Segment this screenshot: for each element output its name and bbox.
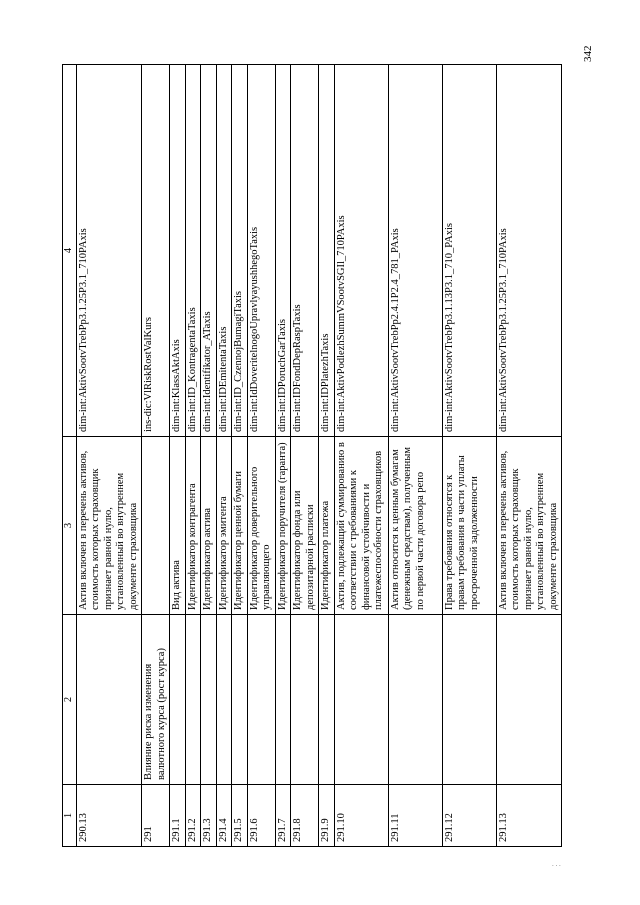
- table-cell-c2: [319, 615, 335, 785]
- table-cell-c1: 291: [142, 785, 170, 847]
- table-cell-c3: Актив включен в перечень активов, стоимость которых страховщик признает равной нулю, установленный во внутреннем документе страховщика: [496, 437, 562, 615]
- table-cell-c1: 291.3: [201, 785, 217, 847]
- table-cell-c1: 291.1: [170, 785, 186, 847]
- table-cell-c3: Идентификатор фонда или депозитарной расписки: [291, 437, 319, 615]
- data-table: [62, 64, 562, 847]
- rotated-page-content: [62, 65, 559, 847]
- table-cell-c3: Идентификатор платежа: [319, 437, 335, 615]
- table-cell-c2: [185, 615, 201, 785]
- table-cell-c4: dim-int:AktivSootvTrebPp3.1.13P3.1_710_PAxis: [442, 65, 496, 437]
- table-cell-c4: dim-int:IDFondDepRaspTaxis: [291, 65, 319, 437]
- table-cell-c2: [291, 615, 319, 785]
- table-cell-c3: Идентификатор эмитента: [216, 437, 232, 615]
- table-cell-c2: [170, 615, 186, 785]
- table-cell-c1: 291.10: [334, 785, 388, 847]
- table-cell-c4: dim-int:IdDoveritelnogoUpravlyayushhegoTaxis: [247, 65, 275, 437]
- table-cell-c3: Актив относится к ценным бумагам (денежным средствам), полученным по первой части договора репо: [388, 437, 442, 615]
- table-cell-c4: ins-dic:VlRiskRostValKurs: [142, 65, 170, 437]
- table-cell-c4: dim-int:IDEmitentaTaxis: [216, 65, 232, 437]
- table-row: [185, 65, 201, 847]
- table-cell-c4: dim-int:ID_KontragentaTaxis: [185, 65, 201, 437]
- table-cell-c1: 291.11: [388, 785, 442, 847]
- table-row: [170, 65, 186, 847]
- table-row: [232, 65, 248, 847]
- table-row: [442, 65, 496, 847]
- table-cell-c2: [216, 615, 232, 785]
- table-cell-c4: dim-int:ID_CzennojBumagiTaxis: [232, 65, 248, 437]
- table-cell-c1: 291.9: [319, 785, 335, 847]
- table-cell-c2: [334, 615, 388, 785]
- table-cell-c1: 291.4: [216, 785, 232, 847]
- table-cell-c2: [76, 615, 142, 785]
- header-cell: 1: [63, 785, 77, 847]
- table-cell-c2: [442, 615, 496, 785]
- table-cell-c1: 291.8: [291, 785, 319, 847]
- table-cell-c1: 291.12: [442, 785, 496, 847]
- table-row: [319, 65, 335, 847]
- table-row: [275, 65, 291, 847]
- table-cell-c3: Идентификатор поручителя (гаранта): [275, 437, 291, 615]
- table-row: [216, 65, 232, 847]
- table-cell-c3: Идентификатор контрагента: [185, 437, 201, 615]
- table-cell-c2: [201, 615, 217, 785]
- table-cell-c1: 291.5: [232, 785, 248, 847]
- table-row: [496, 65, 562, 847]
- table-cell-c1: 290.13: [76, 785, 142, 847]
- table-row: [142, 65, 170, 847]
- table-cell-c3: Идентификатор доверительного управляющего: [247, 437, 275, 615]
- table-cell-c3: Права требования относятся к правам требования в части уплаты просроченной задолженности: [442, 437, 496, 615]
- table-row: [201, 65, 217, 847]
- table-row: [388, 65, 442, 847]
- table-cell-c2: [275, 615, 291, 785]
- table-cell-c4: dim-int:IDPoruchGarTaxis: [275, 65, 291, 437]
- table-row: [247, 65, 275, 847]
- table-row: [291, 65, 319, 847]
- table-cell-c1: 291.2: [185, 785, 201, 847]
- table-cell-c2: [496, 615, 562, 785]
- margin-mark: . . .: [552, 860, 561, 868]
- table-cell-c4: dim-int:IDPlatezhTaxis: [319, 65, 335, 437]
- table-cell-c4: dim-int:KlassAktAxis: [170, 65, 186, 437]
- table-cell-c4: dim-int:AktivSootvTrebPp2.4.1P2.4_781_PAxis: [388, 65, 442, 437]
- page-number: 342: [582, 45, 594, 62]
- table-cell-c3: [142, 437, 170, 615]
- table-cell-c4: dim-int:AktivSootvTrebPp3.1.25P3.1_710PAxis: [496, 65, 562, 437]
- table-cell-c3: Актив включен в перечень активов, стоимость которых страховщик признает равной нулю, установленный во внутреннем документе страховщика: [76, 437, 142, 615]
- table-cell-c2: [232, 615, 248, 785]
- table-cell-c2: Влияние риска изменения валютного курса (рост курса): [142, 615, 170, 785]
- header-cell: 4: [63, 65, 77, 437]
- table-cell-c3: Актив, подлежащий суммированию в соответствии с требованиями к финансовой устойчивости и платежеспособности страховщиков: [334, 437, 388, 615]
- table-cell-c1: 291.6: [247, 785, 275, 847]
- table-cell-c4: dim-int:AktivSootvTrebPp3.1.25P3.1_710PAxis: [76, 65, 142, 437]
- table-cell-c2: [247, 615, 275, 785]
- table-cell-c1: 291.7: [275, 785, 291, 847]
- header-cell: 3: [63, 437, 77, 615]
- header-cell: 2: [63, 615, 77, 785]
- table-row: [334, 65, 388, 847]
- table-header-row: [63, 65, 77, 847]
- table-cell-c3: Идентификатор ценной бумаги: [232, 437, 248, 615]
- table-cell-c2: [388, 615, 442, 785]
- table-cell-c3: Вид актива: [170, 437, 186, 615]
- table-cell-c1: 291.13: [496, 785, 562, 847]
- table-cell-c4: dim-int:Identifikator_ATaxis: [201, 65, 217, 437]
- table-cell-c3: Идентификатор актива: [201, 437, 217, 615]
- table-cell-c4: dim-int:AktivPodlezhSummVSootvSGIl_710PAxis: [334, 65, 388, 437]
- table-row: [76, 65, 142, 847]
